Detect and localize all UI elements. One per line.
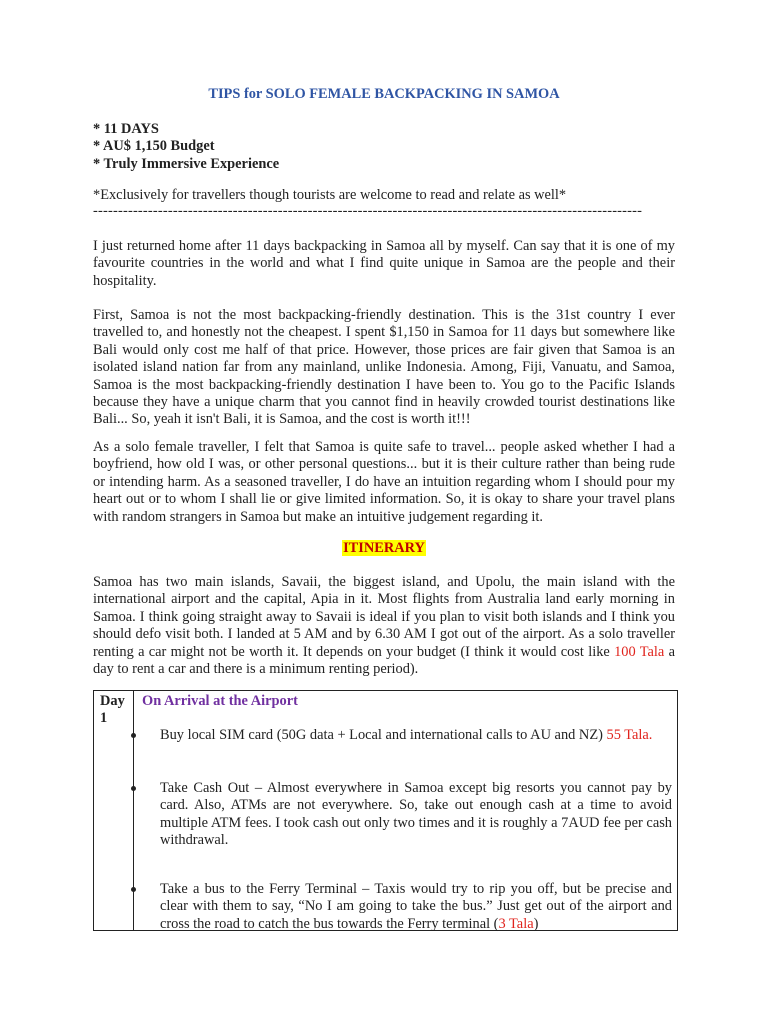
day-label: Day 1 [100,693,125,727]
itinerary-heading [0,540,768,557]
document-title: TIPS for SOLO FEMALE BACKPACKING IN SAMOA [208,86,560,102]
highlight-budget: * AU$ 1,150 Budget [93,138,215,155]
itinerary-heading-text: ITINERARY [343,540,425,556]
sim-price: 55 Tala. [606,727,653,743]
list-item [160,727,672,744]
highlight-days: * 11 DAYS [93,121,159,137]
item-text: Take a bus to the Ferry Terminal – Taxis would try to rip you off, but be precise and clear with them to say, “No I am going to take the bus.” Just get out of the airport and cross the road to catch the bus towards the Ferry terminal ( [160,881,672,932]
list-item [160,881,672,933]
day-label-cell [94,691,134,930]
day-heading: On Arrival at the Airport [142,693,298,709]
item-text-end: ) [533,915,539,932]
item-text: Take Cash Out – Almost everywhere in Samoa except big resorts you cannot pay by card. Also, ATMs are not everywhere. So, take out enough cash at a time to avoid multiple ATM fees. I took cash out only two times and it is roughly a 7AUD fee per cash withdrawal. [160,780,672,849]
item-text: Buy local SIM card (50G data + Local and international calls to AU and NZ) [160,727,607,743]
bullet-dot [131,733,136,738]
dashed-divider: -------------------------------------------------------------------------------------------------------------- [93,203,643,219]
safety-paragraph: As a solo female traveller, I felt that Samoa is quite safe to travel... people asked whether I had a boyfriend, how old I was, or other personal questions... but it is their culture rather than being rude or intending harm. As a seasoned traveller, I do have an intuition regarding whom I should pour my heart out or to whom I shall lie or give limited information. So, it is okay to share your travel plans with random strangers in Samoa but make an intuitive judgement regarding it. [93,439,675,525]
trip-highlights [93,121,279,173]
itinerary-intro-text: Samoa has two main islands, Savaii, the biggest island, and Upolu, the main island with the international airport and the capital, Apia in it. Most flights from Australia land early morning in Samoa. I think going straight away to Savaii is ideal if you plan to visit both islands and I think you should defo visit both. I landed at 5 AM and by 6.30 AM I got out of the airport. As a solo traveller renting a car might not be worth it. It depends on your budget (I think it would cost like [93,574,675,660]
cost-paragraph: First, Samoa is not the most backpacking-friendly destination. This is the 31st country I ever travelled to, and honestly not the cheapest. I spent $1,150 in Samoa for 11 days but somewhere like Bali would only cost me half of that price. However, those prices are fair given that Samoa is an isolated island nation far from any mainland, unlike Indonesia. Among, Fiji, Vanuatu, and Samoa, Samoa is the most backpacking-friendly destination I have been to. You go to the Pacific Islands because they have a unique charm that you cannot find in heavily crowded tourist destinations like Bali... So, yeah it isn't Bali, it is Samoa, and the cost is worth it!!! [93,307,675,428]
bullet-dot [131,786,136,791]
itinerary-intro [93,574,675,678]
audience-note: *Exclusively for travellers though tourists are welcome to read and relate as well* [93,187,567,203]
highlight-experience: * Truly Immersive Experience [93,155,280,172]
itinerary-intro-end: a day to rent a car and there is a minimum renting period). [93,643,675,678]
bus-price: 3 Tala [498,915,534,932]
intro-paragraph: I just returned home after 11 days backpacking in Samoa all by myself. Can say that it is one of my favourite countries in the world and what I find quite unique in Samoa are the people and their hospitality. [93,238,675,289]
list-item [160,780,672,850]
bullet-dot [131,887,136,892]
day-1-table [93,690,678,931]
car-rent-price: 100 Tala [614,643,665,660]
